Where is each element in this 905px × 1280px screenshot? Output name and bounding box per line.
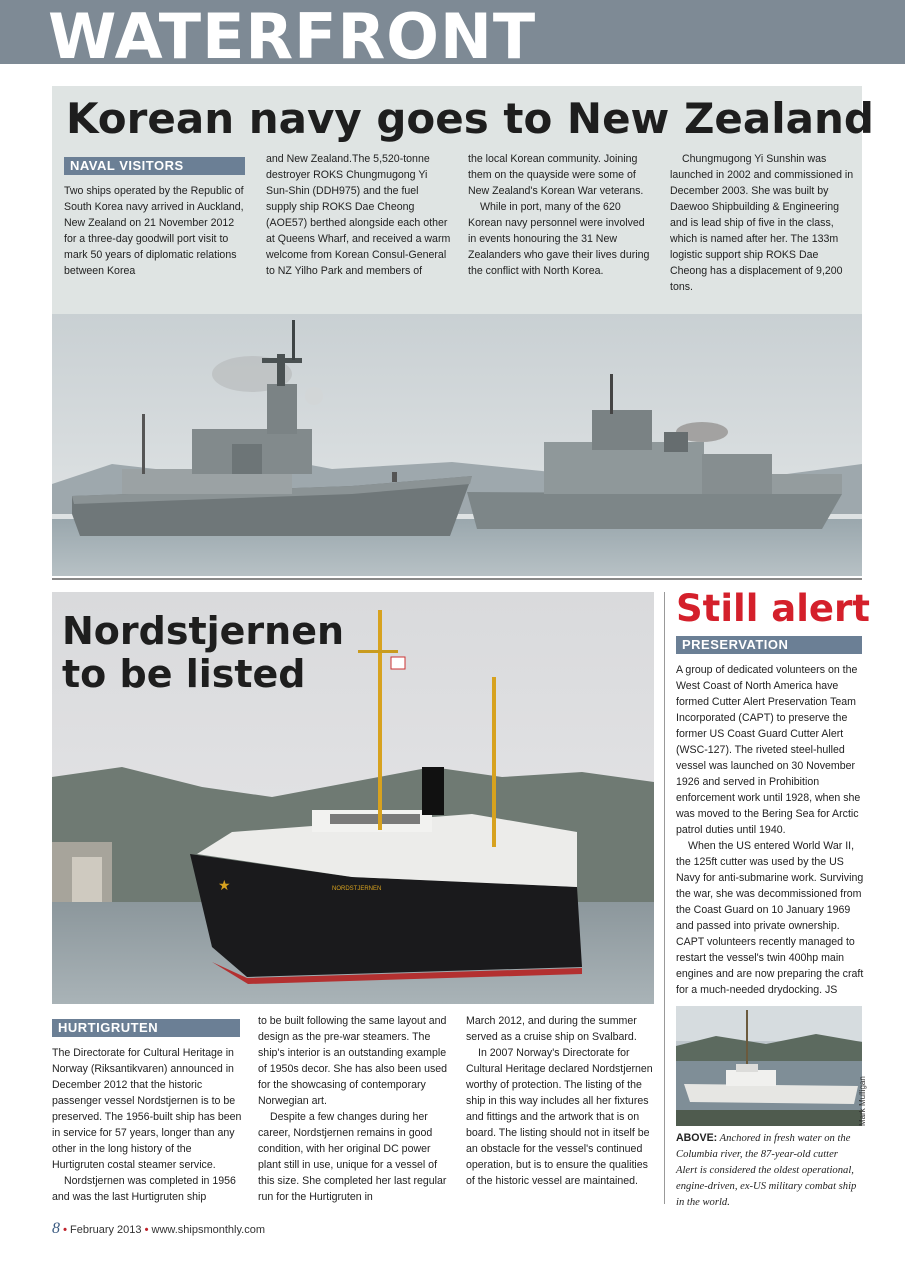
alert-paragraph: When the US entered World War II, the 125ft cutter was used by the US Navy for anti-submarine work. Surviving the war, she was decommissioned from the Coast Guard on 10 January 1969 and passed into private ownership. CAPT volunteers recently managed to restart the vessel's twin 400hp main engines and are now preparing the craft for a much-needed drydocking. JS [676, 840, 864, 996]
ship-name-label: NORDSTJERNEN [332, 886, 382, 892]
korea-column-1 [64, 183, 248, 279]
korea-column-2 [266, 151, 452, 279]
nord-paragraph: Despite a few changes during her career, Nordstjernen remains in good condition, with her original DC power plant still in use, unique for a vessel of this size. She completed her last regular run for the Hurtigruten in [258, 1111, 447, 1203]
alert-paragraph: A group of dedicated volunteers on the West Coast of North America have formed Cutter Alert Preservation Team Incorporated (CAPT) to preserve the former US Coast Guard Cutter Alert (WSC-127). The riveted steel-hulled vessel was launched on 30 November 1926 and served in Prohibition enforcement work until 1928, when she was moved to the Bering Sea for Arctic patrol duties until 1940. [676, 664, 861, 836]
nord-paragraph: to be built following the same layout and design as the pre-war steamers. The ship's interior is an outstanding example of 1950s decor. She has also been used for the showcasing of contemporary Norwegian art. [258, 1015, 448, 1107]
korea-paragraph: While in port, many of the 620 Korean navy personnel were involved in events honouring the 31 New Zealanders who gave their lives during the conflict with North Korea. [468, 201, 650, 277]
svg-text:★: ★ [218, 878, 231, 894]
photo-credit: Mark Mulligan [858, 1076, 867, 1126]
nord-paragraph: March 2012, and during the summer served as a cruise ship on Svalbard. [466, 1015, 637, 1043]
footer-bullet: • [63, 1224, 67, 1236]
korean-warships-photo [52, 314, 862, 576]
caption-text: Anchored in fresh water on the Columbia river, the 87-year-old cutter Alert is considered the oldest operational, engine-driven, ex-US military combat ship in the world. [676, 1133, 857, 1208]
nordstjernen-headline-line2: to be listed [62, 652, 306, 696]
page-number: 8 [52, 1220, 60, 1237]
section-title: WATERFRONT [48, 0, 537, 73]
nordstjernen-headline-line1: Nordstjernen [62, 609, 345, 653]
korea-column-3 [468, 151, 652, 279]
nordstjernen-column-1 [52, 1045, 242, 1205]
still-alert-kicker: PRESERVATION [676, 636, 862, 654]
korea-headline: Korean navy goes to New Zealand [66, 94, 874, 143]
cutter-alert-photo [676, 1006, 862, 1126]
issue-date: February 2013 [69, 1224, 142, 1236]
korea-paragraph: Two ships operated by the Republic of South Korea navy arrived in Auckland, New Zealand on 21 November 2012 for a three-day goodwill port visit to mark 50 years of diplomatic relations between Korea [64, 185, 244, 277]
nord-paragraph: The Directorate for Cultural Heritage in Norway (Riksantikvaren) announced in December 2012 that the historic passenger vessel Nordstjernen is to be preserved. The 1956-built ship has been in service for 57 years, longer than any other in the long history of the Hurtigruten costal steamer service. [52, 1047, 242, 1171]
korea-paragraph: Chungmugong Yi Sunshin was launched in 2002 and commissioned in December 2003. She was built by Daewoo Shipbuilding & Engineering and is lead ship of five in the class, which is named after her. The 133m logistic support ship ROKS Dae Cheong has a displacement of 9,200 tons. [670, 153, 854, 293]
caption-label: ABOVE: [676, 1132, 718, 1144]
cutter-alert-caption [676, 1130, 858, 1211]
korea-paragraph: the local Korean community. Joining them on the quayside were some of New Zealand's Korean War veterans. [468, 153, 644, 197]
column-divider [664, 592, 665, 1204]
still-alert-headline: Still alert [676, 587, 870, 630]
footer-bullet: • [144, 1224, 149, 1236]
page-footer [52, 1220, 265, 1238]
nord-paragraph: In 2007 Norway's Directorate for Cultural Heritage declared Nordstjernen worthy of protection. The listing of the ship in this way includes all her fixtures and fittings and the artwork that is on board. The listing should not in itself be an obstacle for the vessel's continued operation, but is to ensure the qualities of the historic vessel are maintained. [466, 1047, 653, 1187]
nord-paragraph: Nordstjernen was completed in 1956 and was the last Hurtigruten ship [52, 1175, 236, 1203]
section-divider [52, 578, 862, 580]
korea-paragraph: and New Zealand.The 5,520-tonne destroyer ROKS Chungmugong Yi Sun-Shin (DDH975) and the fuel supply ship ROKS Dae Cheong (AOE57) berthed alongside each other at Queens Wharf, and received a warm welcome from Korean Consul-General to NZ Yilho Park and members of [266, 153, 451, 277]
website-url[interactable]: www.shipsmonthly.com [151, 1224, 266, 1236]
korea-kicker: NAVAL VISITORS [64, 157, 245, 175]
korea-column-4 [670, 151, 856, 295]
nordstjernen-kicker: HURTIGRUTEN [52, 1019, 240, 1037]
nordstjernen-column-2 [258, 1013, 448, 1205]
nordstjernen-column-3 [466, 1013, 656, 1189]
still-alert-body [676, 662, 864, 998]
